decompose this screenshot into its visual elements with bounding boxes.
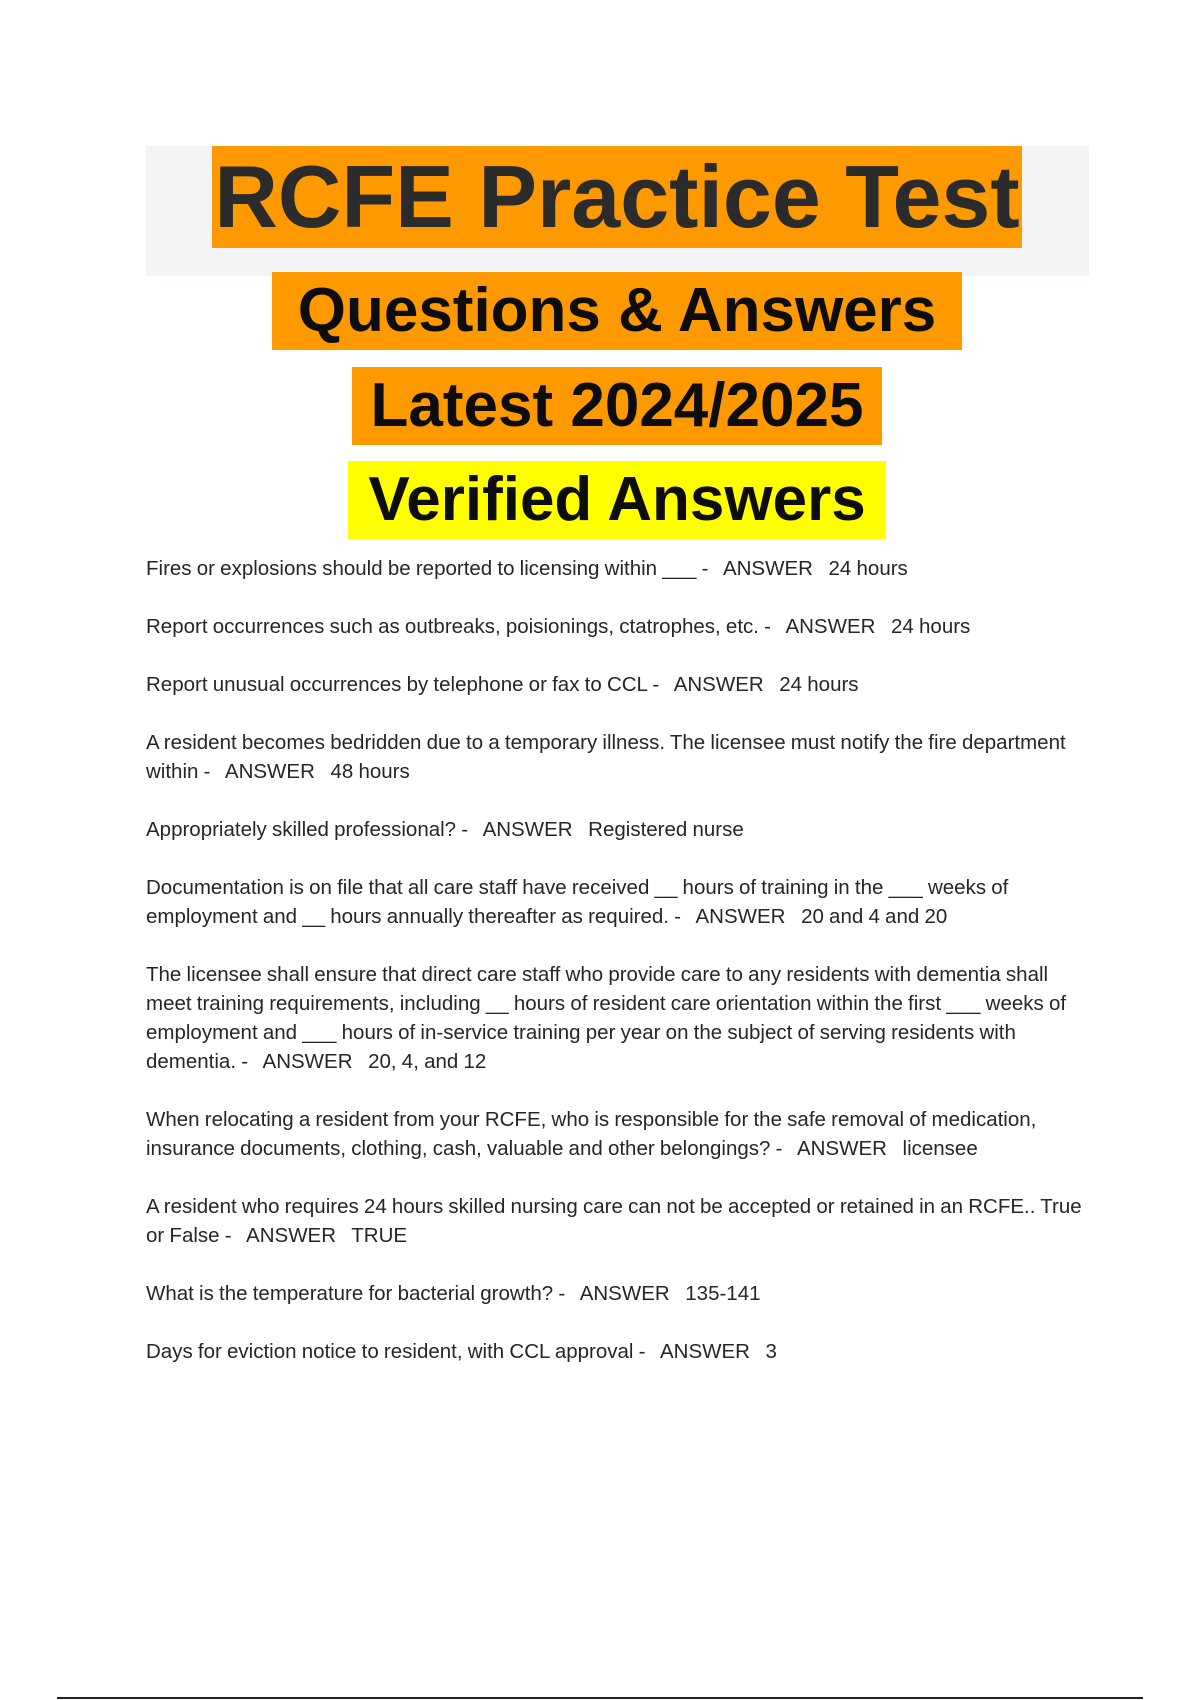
answer-text: 20, 4, and 12 (368, 1050, 487, 1073)
question-answer-item (146, 1105, 1091, 1163)
answer-text: 135-141 (685, 1282, 761, 1305)
title-verified-answers-text: Verified Answers (368, 465, 866, 534)
answer-marker: ANSWER (262, 1050, 353, 1073)
answer-marker: ANSWER (796, 1137, 887, 1160)
answer-marker: ANSWER (659, 1340, 750, 1363)
answer-marker: ANSWER (722, 557, 813, 580)
answer-marker: ANSWER (224, 760, 315, 783)
answer-marker: ANSWER (246, 1224, 337, 1247)
question-text: Report occurrences such as outbreaks, poisionings, ctatrophes, etc. - (146, 615, 771, 638)
answer-text: 20 and 4 and 20 (801, 905, 948, 928)
question-text: When relocating a resident from your RCFE, who is responsible for the safe removal of medication, insurance documents, clothing, cash, valuable and other belongings? - (146, 1108, 1037, 1160)
title-questions-answers-text: Questions & Answers (297, 276, 937, 345)
question-text: A resident becomes bedridden due to a temporary illness. The licensee must notify the fire department within - (146, 731, 1066, 783)
title-questions-answers (272, 272, 962, 350)
question-answer-list (146, 554, 1091, 1395)
answer-text: 48 hours (330, 760, 410, 783)
question-text: Days for eviction notice to resident, with CCL approval - (146, 1340, 646, 1363)
question-answer-item (146, 670, 1091, 699)
title-main (212, 146, 1022, 248)
footer-divider (57, 1697, 1143, 1699)
question-text: The licensee shall ensure that direct care staff who provide care to any residents with dementia shall meet training requirements, including __ hours of resident care orientation within the first ___ weeks of employment and ___ hours of in-service training per year on the subject of serving residents with dementia. - (146, 963, 1067, 1073)
answer-text: Registered nurse (588, 818, 744, 841)
question-answer-item (146, 960, 1091, 1076)
question-text: A resident who requires 24 hours skilled nursing care can not be accepted or retained in an RCFE.. True or False - (146, 1195, 1082, 1247)
answer-marker: ANSWER (695, 905, 786, 928)
question-text: Fires or explosions should be reported to licensing within ___ - (146, 557, 709, 580)
question-answer-item (146, 873, 1091, 931)
answer-marker: ANSWER (579, 1282, 670, 1305)
question-answer-item (146, 1279, 1091, 1308)
answer-text: 3 (765, 1340, 777, 1363)
question-answer-item (146, 1192, 1091, 1250)
title-latest-year (352, 367, 882, 445)
answer-text: 24 hours (779, 673, 859, 696)
title-main-text: RCFE Practice Test (214, 147, 1020, 246)
question-answer-item (146, 815, 1091, 844)
title-verified-answers (348, 461, 886, 539)
answer-marker: ANSWER (482, 818, 573, 841)
answer-text: licensee (902, 1137, 978, 1160)
question-text: What is the temperature for bacterial growth? - (146, 1282, 566, 1305)
question-text: Appropriately skilled professional? - (146, 818, 469, 841)
answer-text: 24 hours (828, 557, 908, 580)
answer-marker: ANSWER (673, 673, 764, 696)
answer-text: 24 hours (891, 615, 971, 638)
title-latest-year-text: Latest 2024/2025 (370, 371, 864, 440)
question-answer-item (146, 1337, 1091, 1366)
question-text: Report unusual occurrences by telephone or fax to CCL - (146, 673, 660, 696)
question-answer-item (146, 728, 1091, 786)
question-text: Documentation is on file that all care staff have received __ hours of training in the ___ weeks of employment and __ hours annually thereafter as required. - (146, 876, 1009, 928)
answer-text: TRUE (351, 1224, 408, 1247)
answer-marker: ANSWER (785, 615, 876, 638)
question-answer-item (146, 554, 1091, 583)
question-answer-item (146, 612, 1091, 641)
